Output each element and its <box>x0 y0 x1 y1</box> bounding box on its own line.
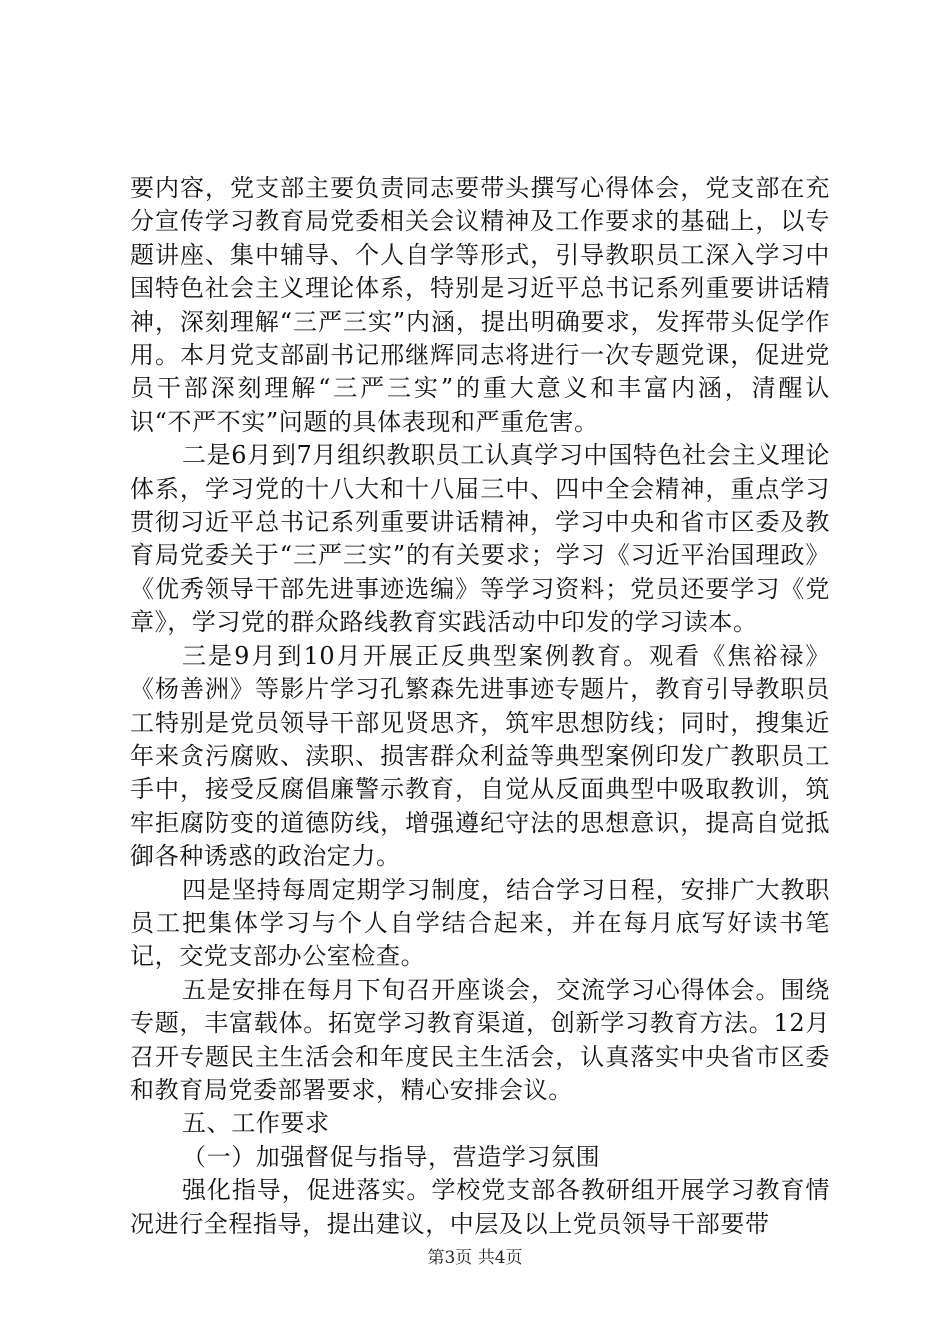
paragraph-6: 强化指导，促进落实。学校党支部各教研组开展学习教育情况进行全程指导，提出建议，中层及以上党员领导干部要带 <box>130 1176 830 1238</box>
section-heading: 五、工作要求 <box>182 1109 330 1138</box>
paragraph-5: 五是安排在每月下旬召开座谈会，交流学习心得体会。围绕专题，丰富载体。拓宽学习教育渠道，创新学习教育方法。12月召开专题民主生活会和年度民主生活会，认真落实中央省市区委和教育局党委部署要求，精心安排会议。 <box>130 975 830 1104</box>
document-body <box>130 172 830 1241</box>
paragraph-1: 要内容，党支部主要负责同志要带头撰写心得体会，党支部在充分宣传学习教育局党委相关会议精神及工作要求的基础上，以专题讲座、集中辅导、个人自学等形式，引导教职员工深入学习中国特色社会主义理论体系，特别是习近平总书记系列重要讲话精神，深刻理解“三严三实”内涵，提出明确要求，发挥带头促学作用。本月党支部副书记邢继辉同志将进行一次专题党课，促进党员干部深刻理解“三严三实”的重大意义和丰富内涵，清醒认识“不严不实”问题的具体表现和严重危害。 <box>130 174 830 436</box>
paragraph-4: 四是坚持每周定期学习制度，结合学习日程，安排广大教职员工把集体学习与个人自学结合起来，并在每月底写好读书笔记，交党支部办公室检查。 <box>130 875 830 971</box>
paragraph-3: 三是9月到10月开展正反典型案例教育。观看《焦裕禄》《杨善洲》等影片学习孔繁森先进事迹专题片，教育引导教职员工特别是党员领导干部见贤思齐，筑牢思想防线；同时，搜集近年来贪污腐败、渎职、损害群众利益等典型案例印发广教职员工手中，接受反腐倡廉警示教育，自觉从反面典型中吸取教训，筑牢拒腐防变的道德防线，增强遵纪守法的思想意识，提高自觉抵御各种诱惑的政治定力。 <box>130 641 830 871</box>
page-number-footer: 第3页 共4页 <box>427 1248 523 1268</box>
subsection-heading: （一）加强督促与指导，营造学习氛围 <box>182 1142 601 1171</box>
paragraph-2: 二是6月到7月组织教职员工认真学习中国特色社会主义理论体系，学习党的十八大和十八届三中、四中全会精神，重点学习贯彻习近平总书记系列重要讲话精神，学习中央和省市区委及教育局党委关于“三严三实”的有关要求；学习《习近平治国理政》《优秀领导干部先进事迹选编》等学习资料；党员还要学习《党章》，学习党的群众路线教育实践活动中印发的学习读本。 <box>130 441 830 637</box>
